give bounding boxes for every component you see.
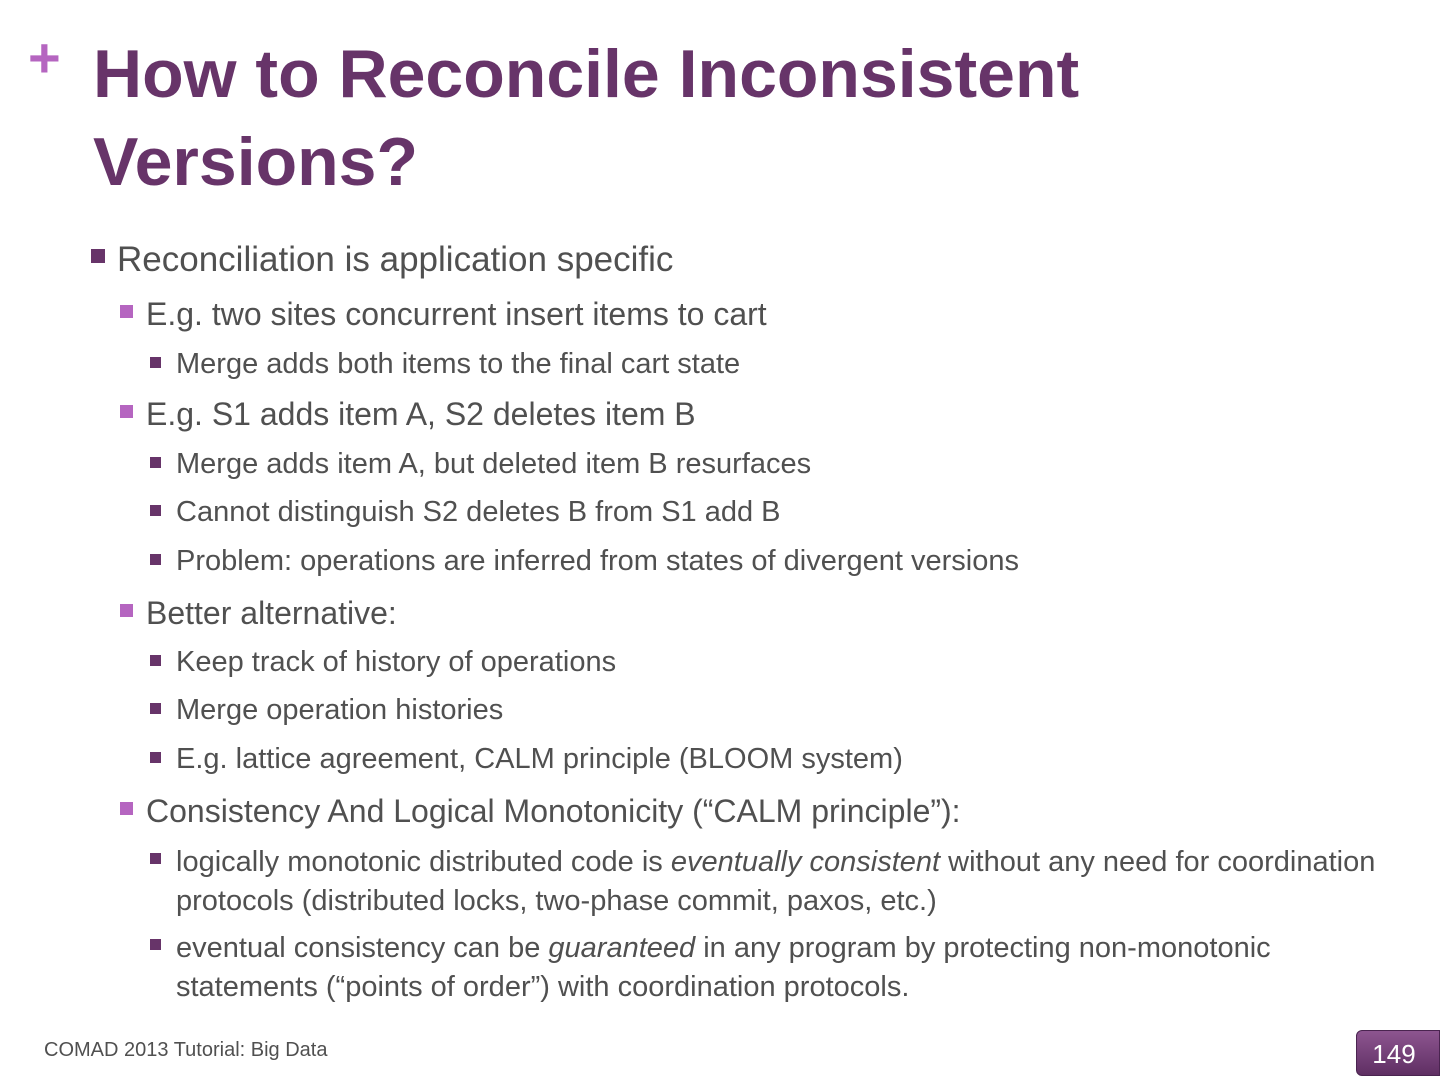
page-number-badge: 149 [1356, 1030, 1440, 1076]
square-bullet-icon [150, 853, 161, 864]
square-bullet-icon [150, 939, 161, 950]
bullet-text: eventual consistency can be guaranteed in any program by protecting non-monotonic statements (“points of order”) with coordination protocols. [176, 932, 1271, 1003]
square-bullet-icon [150, 554, 161, 565]
bullet-text: Better alternative: [146, 595, 397, 631]
square-bullet-icon [150, 703, 161, 714]
bullet-text: E.g. S1 adds item A, S2 deletes item B [146, 396, 696, 432]
square-bullet-icon [120, 305, 133, 318]
square-bullet-icon [150, 457, 161, 468]
bullet-text: Merge operation histories [176, 694, 504, 726]
bullet-text: Reconciliation is application specific [117, 240, 674, 279]
square-bullet-icon [91, 249, 105, 263]
slide-title: How to Reconcile Inconsistent Versions? [93, 36, 1080, 200]
emphasis-text: eventually consistent [670, 846, 941, 878]
square-bullet-icon [120, 802, 133, 815]
bullet-text: Consistency And Logical Monotonicity (“CALM principle”): [146, 793, 961, 829]
bullet-text: E.g. two sites concurrent insert items to cart [146, 296, 767, 332]
footer-text: COMAD 2013 Tutorial: Big Data [44, 1039, 328, 1061]
square-bullet-icon [150, 357, 161, 368]
square-bullet-icon [120, 604, 133, 617]
bullet-text: Keep track of history of operations [176, 646, 617, 678]
bullet-text: logically monotonic distributed code is eventually consistent without any need for coordination protocols (distributed locks, two-phase commit, paxos, etc.) [176, 846, 1376, 917]
bullet-text: Merge adds both items to the final cart state [176, 348, 741, 380]
square-bullet-icon [120, 405, 133, 418]
bullet-text: Merge adds item A, but deleted item B resurfaces [176, 448, 812, 480]
bullet-text: Problem: operations are inferred from states of divergent versions [176, 545, 1020, 577]
square-bullet-icon [150, 655, 161, 666]
emphasis-text: guaranteed [548, 932, 696, 964]
square-bullet-icon [150, 505, 161, 516]
plus-mark: + [28, 26, 61, 89]
bullet-text: E.g. lattice agreement, CALM principle (BLOOM system) [176, 743, 903, 775]
bullet-text: Cannot distinguish S2 deletes B from S1 add B [176, 496, 781, 528]
square-bullet-icon [150, 752, 161, 763]
